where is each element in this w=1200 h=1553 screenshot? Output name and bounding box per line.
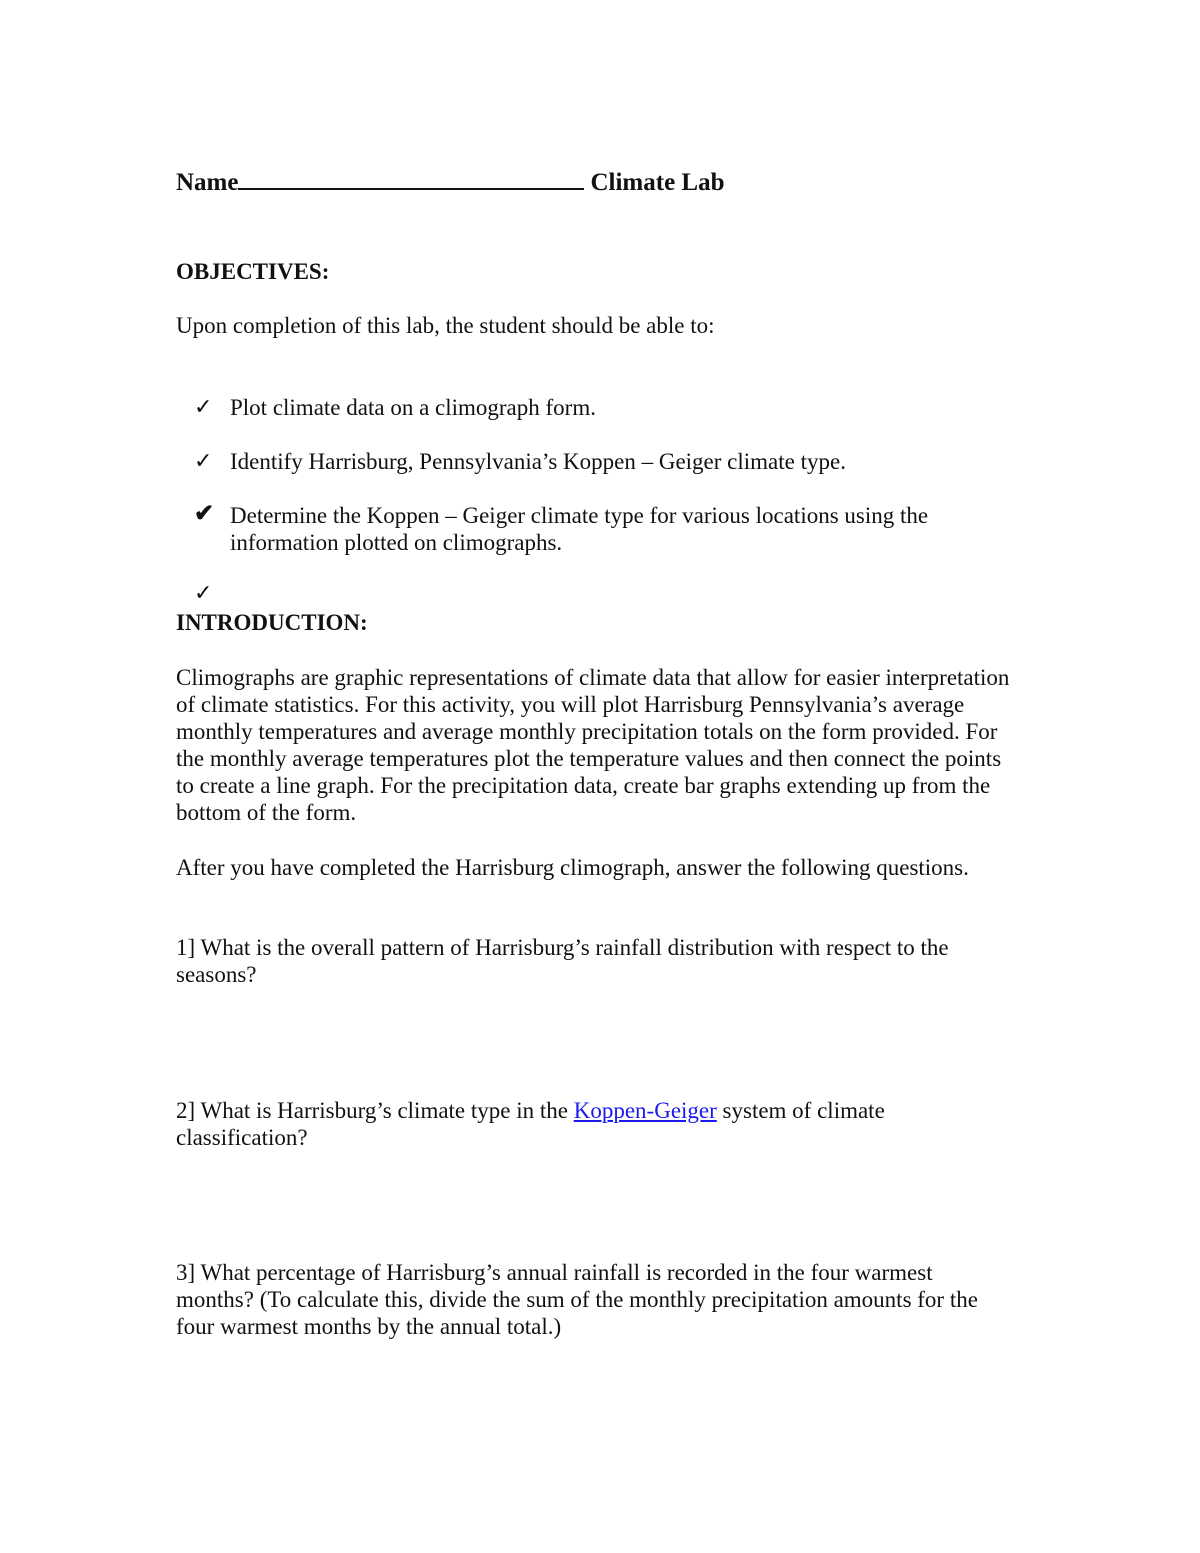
question-3: 3] What percentage of Harrisburg’s annual rainfall is recorded in the four warmest months? (To calculate this, divide the sum of the monthly precipitation amounts for the four warmest months by the annual total.): [176, 1260, 978, 1339]
checkmark-icon: ✓: [194, 580, 213, 605]
introduction-heading: INTRODUCTION:: [176, 610, 368, 635]
heavy-checkmark-icon: ✔: [194, 501, 215, 527]
question-1: 1] What is the overall pattern of Harrisburg’s rainfall distribution with respect to the seasons?: [176, 935, 949, 987]
objective-item: Plot climate data on a climograph form.: [230, 395, 596, 420]
objectives-intro: Upon completion of this lab, the student should be able to:: [176, 313, 715, 338]
objective-item: Identify Harrisburg, Pennsylvania’s Koppen – Geiger climate type.: [230, 449, 846, 474]
checkmark-icon: ✓: [194, 394, 213, 419]
introduction-instruction: After you have completed the Harrisburg climograph, answer the following questions.: [176, 855, 969, 880]
objectives-heading: OBJECTIVES:: [176, 259, 330, 284]
objective-item: Determine the Koppen – Geiger climate type for various locations using the information plotted on climographs.: [230, 503, 929, 555]
name-label: Name: [176, 169, 239, 196]
checkmark-icon: ✓: [194, 448, 213, 473]
lab-title: Climate Lab: [590, 169, 725, 196]
koppen-geiger-link[interactable]: Koppen-Geiger: [573, 1098, 717, 1123]
question-2: [176, 1097, 1016, 1151]
introduction-paragraph: Climographs are graphic representations of climate data that allow for easier interpretation of climate statistics. For this activity, you will plot Harrisburg Pennsylvania’s average monthly temperatures and average monthly precipitation totals on the form provided. For the monthly average temperatures plot the temperature values and then connect the points to create a line graph. For the precipitation data, create bar graphs extending up from the bottom of the form.: [176, 665, 1010, 825]
question-2-text: 2] What is Harrisburg’s climate type in the: [176, 1098, 574, 1123]
title-line: [176, 168, 1016, 196]
question-2-text-end: system of climate classification?: [176, 1098, 885, 1150]
name-blank-line: [238, 168, 584, 190]
